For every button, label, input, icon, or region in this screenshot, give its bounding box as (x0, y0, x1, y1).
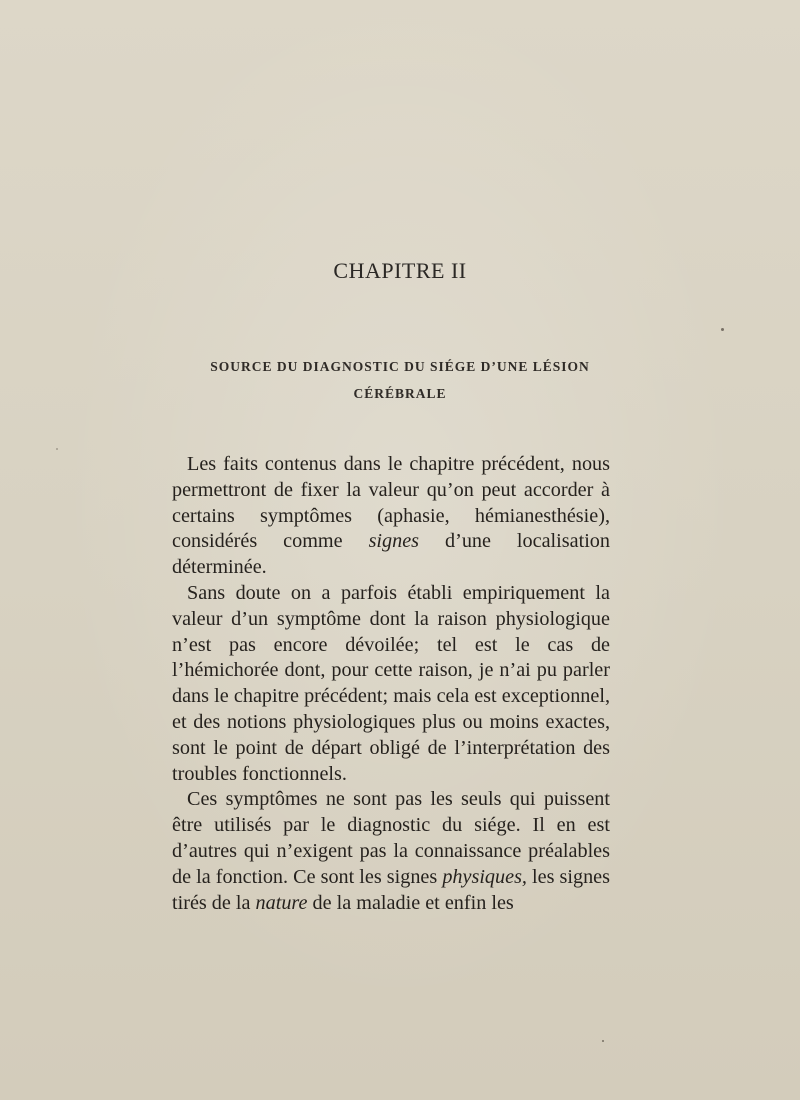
paragraph-3-text-c: de la maladie et enfin les (307, 891, 514, 914)
paragraph-1-text-a: Les faits contenus dans le chapitre précédent, nous permettront de fixer la valeur qu’on peut accorder à certains symptômes (aphasie, hémianesthésie), considérés comme (172, 453, 610, 553)
paper-speck (721, 328, 724, 331)
section-heading-line-1: SOURCE DU DIAGNOSTIC DU SIÉGE D’UNE LÉSION (210, 359, 590, 374)
paragraph-1-emphasis: signes (368, 530, 420, 553)
paragraph-3-emphasis-2: nature (255, 891, 308, 914)
paragraph-2: Sans doute on a parfois établi empiriquement la valeur d’un symptôme dont la raison physiologique n’est pas encore dévoilée; tel est le cas de l’hémichorée dont, pour cette raison, je n’ai pu parler dans le chapitre précédent; mais cela est exceptionnel, et des notions physiologiques plus ou moins exactes, sont le point de départ obligé de l’interprétation des troubles fonctionnels. (172, 581, 610, 785)
body-text (172, 452, 610, 916)
paragraph-1-text-b: d’une localisation déterminée. (172, 530, 610, 579)
paragraph-3-emphasis-1: physiques, (442, 865, 527, 888)
section-heading (180, 353, 620, 407)
paper-speck (602, 1040, 604, 1042)
paragraph-3-text-b: les signes tirés de la (172, 865, 610, 914)
paper-speck (56, 448, 58, 450)
paragraph-1 (172, 452, 610, 581)
paragraph-3-text-a: Ces symptômes ne sont pas les seuls qui puissent être utilisés par le diagnostic du siége. Il en est d’autres qui n’exigent pas la connaissance préalables de la fonction. Ce sont les signes (172, 788, 610, 888)
paragraph-3 (172, 787, 610, 916)
chapter-title: CHAPITRE II (333, 258, 467, 283)
section-heading-line-2: CÉRÉBRALE (353, 386, 447, 401)
